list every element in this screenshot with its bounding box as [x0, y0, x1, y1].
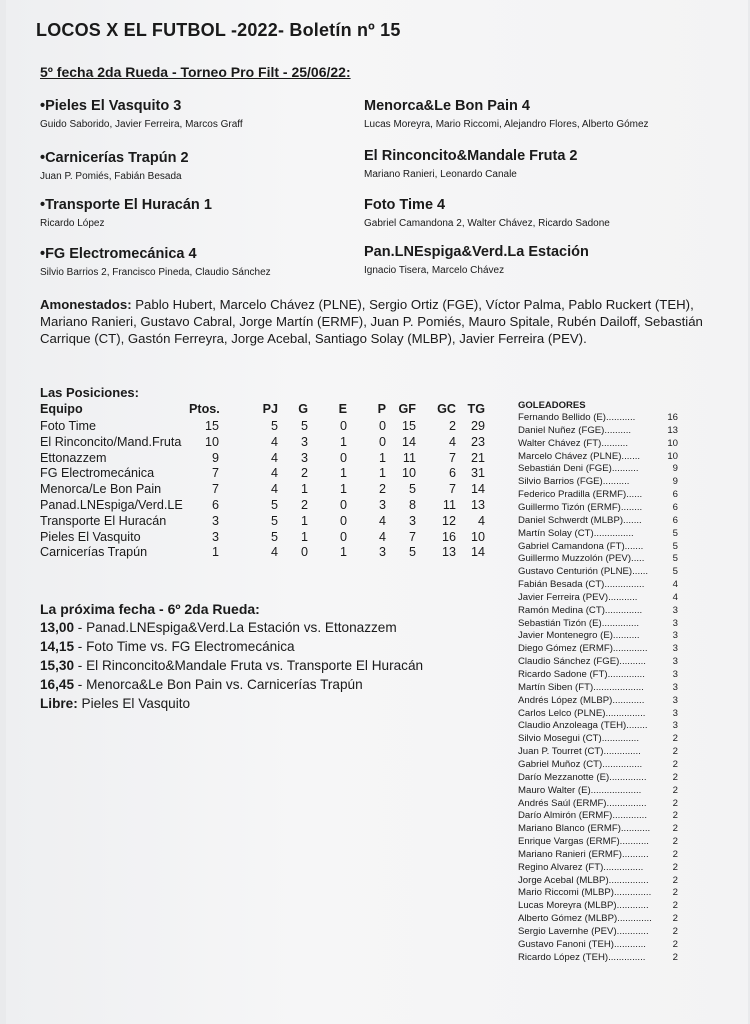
stat-cell: 14 [470, 482, 485, 497]
scorer-row [518, 681, 678, 693]
scorer-goals: 16 [667, 412, 678, 423]
scorer-goals: 4 [672, 579, 678, 591]
stat-cell: 8 [408, 498, 416, 512]
scorer-goals: 2 [672, 771, 678, 783]
scorer-name: Gustavo Centurión (PLNE)...... [518, 566, 649, 578]
scorer-name: Gustavo Fanoni (TEH)............ [518, 938, 646, 950]
cautioned-line: Sebastián Carrique (CT), Gastón Ferreyra, Jorge Acebal, Santiago Solay (MLBP), Javier Ferreira (PEV). [40, 314, 703, 346]
scorer-goals: 5 [672, 527, 678, 539]
header-cell: Ptos. [189, 402, 220, 416]
scorer-name: Andrés López (MLBP)............ [518, 694, 645, 706]
fixture-time: 16,45 [40, 677, 75, 692]
stat-cell: 5 [270, 513, 278, 528]
scorer-name: Lucas Moreyra (MLBP)............ [518, 900, 649, 912]
stat-cell: 1 [339, 434, 347, 449]
scorer-goals: 5 [672, 566, 678, 578]
scorer-goals: 2 [672, 848, 678, 860]
stat-cell: 15 [401, 419, 416, 433]
stat-cell: 5 [270, 529, 278, 544]
fixture-time: 15,30 [40, 658, 75, 673]
stat-cell: 0 [339, 529, 347, 544]
result-block [40, 246, 271, 278]
stat-cell: 2 [300, 498, 308, 512]
scorer-goals: 2 [672, 861, 678, 873]
scorer-name: Jorge Acebal (MLBP)............... [518, 874, 649, 886]
scorer-row [518, 566, 678, 578]
scorer-row [518, 579, 678, 591]
result-block [364, 197, 610, 229]
scorer-goals: 3 [672, 630, 678, 642]
scorer-row [518, 797, 678, 809]
scorer-row [518, 900, 678, 912]
scorer-name: Martín Siben (FT)................... [518, 681, 644, 693]
stat-cell: 7 [448, 482, 456, 497]
scorer-name: Mario Riccomi (MLBP).............. [518, 887, 652, 899]
stat-cell: 1 [339, 466, 347, 481]
next-round-title: La próxima fecha - 6º 2da Rueda: [40, 601, 260, 617]
stat-cell: 14 [401, 434, 416, 449]
team-name: Ettonazzem [40, 450, 107, 465]
scorer-row [518, 591, 678, 603]
cautioned-label: Amonestados: [40, 297, 132, 312]
stat-cell: 3 [211, 529, 219, 544]
scorer-row [518, 514, 678, 526]
fixture-item [40, 677, 363, 692]
result-block [364, 244, 589, 276]
team-name: Transporte El Huracán [40, 513, 167, 528]
scorer-name: Silvio Barrios (FGE).......... [518, 476, 630, 488]
scorer-name: Mariano Blanco (ERMF)........... [518, 823, 651, 835]
header-cell: E [338, 402, 347, 416]
scorer-name: Enrique Vargas (ERMF)........... [518, 836, 649, 848]
cautioned-players [40, 296, 720, 347]
scorer-goals: 6 [672, 489, 678, 501]
scorer-goals: 6 [672, 501, 678, 513]
stat-cell: 0 [339, 419, 347, 433]
scorer-goals: 5 [672, 553, 678, 565]
stat-cell: 0 [378, 419, 386, 433]
stat-cell: 29 [470, 419, 485, 433]
stat-cell: 21 [470, 450, 485, 465]
cautioned-line: (TEH), Mariano Ranieri, Gustavo Cabral, Jorge Martín (ERMF), Juan P. Pomiés, Mauro Spitale, Rubén Dailoff, [40, 297, 694, 329]
header-cell: G [298, 402, 308, 416]
standings-title: Las Posiciones: [40, 385, 139, 400]
scorer-goals: 3 [672, 681, 678, 693]
scorer-goals: 3 [672, 720, 678, 732]
scorer-goals: 3 [672, 669, 678, 680]
stat-cell: 2 [300, 466, 308, 481]
header-cell: TG [467, 402, 485, 416]
scorer-goals: 13 [667, 424, 678, 436]
result-scorers: Gabriel Camandona 2, Walter Chávez, Ricardo Sadone [364, 218, 610, 229]
scorer-row [518, 733, 678, 745]
team-name: El Rinconcito/Mand.Fruta [40, 434, 182, 449]
result-scorers: Ignacio Tisera, Marcelo Chávez [364, 265, 505, 276]
scorer-row [518, 836, 678, 848]
fixture-match: - Foto Time vs. FG Electromecánica [74, 639, 295, 654]
stat-cell: 13 [470, 498, 485, 512]
scorer-name: Alberto Gómez (MLBP)............. [518, 913, 652, 925]
scorer-name: Walter Chávez (FT).......... [518, 437, 628, 449]
stat-cell: 7 [211, 482, 219, 497]
stat-cell: 10 [470, 529, 485, 544]
scorer-goals: 10 [667, 450, 678, 462]
scorer-goals: 3 [672, 656, 678, 668]
stat-cell: 12 [441, 513, 456, 528]
stat-cell: 4 [378, 529, 386, 544]
scorer-row [518, 656, 678, 668]
team-name: Panad.LNEspiga/Verd.LE [40, 498, 183, 512]
scorer-name: Andrés Saúl (ERMF)............... [518, 797, 647, 809]
stat-cell: 0 [339, 498, 347, 512]
scorer-goals: 3 [672, 643, 678, 655]
result-block [40, 98, 243, 130]
result-team: El Rinconcito&Mandale Fruta 2 [364, 148, 578, 164]
scorer-name: Carlos Lelco (PLNE)............... [518, 707, 646, 719]
bulletin-sheet [6, 0, 748, 1024]
stat-cell: 13 [441, 545, 456, 560]
result-block [364, 148, 578, 180]
scorer-goals: 2 [672, 874, 678, 886]
stat-cell: 2 [378, 482, 386, 497]
stat-cell: 3 [300, 450, 308, 465]
scorer-name: Daniel Nuñez (FGE).......... [518, 424, 632, 436]
stat-cell: 7 [211, 466, 219, 481]
scorer-goals: 2 [672, 758, 678, 770]
scorer-name: Mauro Walter (E)................... [518, 784, 642, 796]
stat-cell: 3 [378, 498, 386, 512]
scorer-name: Fabián Besada (CT)............... [518, 579, 645, 591]
result-team: Foto Time 4 [364, 197, 446, 213]
result-block [40, 197, 212, 229]
scorer-row [518, 913, 678, 925]
stat-cell: 1 [300, 482, 308, 497]
scorer-row [518, 527, 678, 539]
stat-cell: 0 [300, 545, 308, 560]
stat-cell: 16 [441, 529, 456, 544]
scorer-row [518, 746, 678, 758]
scorer-goals: 2 [672, 797, 678, 809]
scorer-name: Sebastián Tizón (E).............. [518, 617, 640, 629]
scorer-name: Claudio Anzoleaga (TEH)........ [518, 720, 648, 732]
scorer-name: Javier Ferreira (PEV)........... [518, 591, 638, 603]
result-scorers: Mariano Ranieri, Leonardo Canale [364, 169, 517, 180]
stat-cell: 5 [270, 498, 278, 512]
scorer-goals: 2 [672, 951, 678, 963]
scorer-name: Marcelo Chávez (PLNE)....... [518, 450, 641, 462]
scorer-row [518, 874, 678, 886]
result-team: Pan.LNEspiga&Verd.La Estación [364, 244, 589, 260]
scorer-name: Ricardo López (TEH).............. [518, 951, 646, 963]
scorer-row [518, 707, 678, 719]
scorer-goals: 9 [672, 463, 678, 475]
stat-cell: 1 [300, 529, 308, 544]
team-name: Menorca/Le Bon Pain [40, 482, 162, 497]
stat-cell: 7 [448, 450, 456, 465]
scorer-row [518, 630, 678, 642]
scorer-row [518, 476, 678, 488]
scorer-goals: 2 [672, 913, 678, 925]
scorer-row [518, 810, 678, 822]
scorer-row [518, 784, 678, 796]
scorer-row [518, 771, 678, 783]
fixture-item [40, 696, 190, 711]
stat-cell: 3 [211, 513, 219, 528]
header-team: Equipo [40, 402, 83, 416]
stat-cell: 4 [378, 513, 386, 528]
stat-cell: 1 [378, 450, 386, 465]
team-name: Foto Time [40, 419, 96, 433]
scorer-row [518, 669, 678, 680]
result-team: Menorca&Le Bon Pain 4 [364, 98, 530, 114]
scorer-name: Sergio Lavernhe (PEV)............ [518, 926, 649, 937]
stat-cell: 3 [378, 545, 386, 560]
scorer-goals: 3 [672, 694, 678, 706]
stat-cell: 1 [211, 545, 219, 560]
stat-cell: 4 [477, 513, 485, 528]
scorer-row [518, 501, 678, 513]
stat-cell: 4 [270, 434, 278, 449]
scorer-row [518, 489, 678, 501]
stat-cell: 1 [378, 466, 386, 481]
scorer-goals: 2 [672, 926, 678, 937]
scorer-goals: 4 [672, 591, 678, 603]
stat-cell: 3 [408, 513, 416, 528]
scorer-row [518, 643, 678, 655]
stat-cell: 4 [270, 466, 278, 481]
result-team: •FG Electromecánica 4 [40, 246, 197, 262]
fixture-time: Libre: [40, 696, 78, 711]
scorer-goals: 2 [672, 784, 678, 796]
scorer-goals: 3 [672, 707, 678, 719]
scorer-row [518, 887, 678, 899]
scorer-row [518, 617, 678, 629]
stat-cell: 3 [300, 434, 308, 449]
result-scorers: Ricardo López [40, 218, 105, 229]
scorer-goals: 6 [672, 514, 678, 526]
header-cell: PJ [262, 402, 278, 416]
scorer-row [518, 424, 678, 436]
round-subtitle: 5º fecha 2da Rueda - Torneo Pro Filt - 25/06/22: [40, 64, 351, 80]
stat-cell: 10 [204, 434, 219, 449]
team-name: Pieles El Vasquito [40, 529, 141, 544]
scorer-name: Ramón Medina (CT).............. [518, 604, 643, 616]
scorer-goals: 3 [672, 617, 678, 629]
scorer-goals: 2 [672, 938, 678, 950]
scorer-row [518, 412, 678, 423]
scorer-name: Guillermo Muzzolón (PEV)..... [518, 553, 645, 565]
scorer-row [518, 823, 678, 835]
result-block [40, 150, 189, 182]
scorer-name: Gabriel Muñoz (CT)............... [518, 758, 643, 770]
scorer-name: Mariano Ranieri (ERMF).......... [518, 848, 649, 860]
stat-cell: 1 [339, 482, 347, 497]
scorer-name: Javier Montenegro (E).......... [518, 630, 640, 642]
result-block [364, 98, 649, 130]
scorer-goals: 10 [667, 437, 678, 449]
stat-cell: 31 [470, 466, 485, 481]
scorer-name: Claudio Sánchez (FGE).......... [518, 656, 646, 668]
header-cell: P [377, 402, 386, 416]
scorer-name: Gabriel Camandona (FT)....... [518, 540, 644, 552]
result-team: •Carnicerías Trapún 2 [40, 150, 189, 166]
stat-cell: 7 [408, 529, 416, 544]
stat-cell: 0 [339, 513, 347, 528]
scorer-name: Fernando Bellido (E)........... [518, 412, 636, 423]
scorer-row [518, 437, 678, 449]
scorer-goals: 2 [672, 887, 678, 899]
result-scorers: Guido Saborido, Javier Ferreira, Marcos Graff [40, 119, 243, 130]
scorer-goals: 2 [672, 836, 678, 848]
stat-cell: 5 [408, 482, 416, 497]
cautioned-line: Pablo Hubert, Marcelo Chávez (PLNE), Sergio Ortiz (FGE), Víctor Palma, Pablo Ruckert [135, 297, 652, 312]
result-team: •Pieles El Vasquito 3 [40, 98, 182, 114]
stat-cell: 2 [448, 419, 456, 433]
stat-cell: 23 [470, 434, 485, 449]
scorer-row [518, 553, 678, 565]
scorer-name: Martín Solay (CT)............... [518, 527, 634, 539]
scorer-name: Silvio Mosegui (CT).............. [518, 733, 640, 745]
bulletin-title: LOCOS X EL FUTBOL -2022- Boletín nº 15 [36, 20, 401, 40]
scorer-row [518, 848, 678, 860]
stat-cell: 5 [270, 419, 278, 433]
scorer-goals: 3 [672, 604, 678, 616]
stat-cell: 4 [270, 545, 278, 560]
scorer-name: Ricardo Sadone (FT).............. [518, 669, 645, 680]
stat-cell: 1 [300, 513, 308, 528]
stat-cell: 1 [339, 545, 347, 560]
result-scorers: Juan P. Pomiés, Fabián Besada [40, 171, 182, 182]
fixture-match: - El Rinconcito&Mandale Fruta vs. Transporte El Huracán [74, 658, 424, 673]
scorer-goals: 9 [672, 476, 678, 488]
result-team: •Transporte El Huracán 1 [40, 197, 212, 213]
scorer-name: Daniel Schwerdt (MLBP)....... [518, 514, 642, 526]
stat-cell: 14 [470, 545, 485, 560]
stat-cell: 4 [270, 482, 278, 497]
scorer-name: Guillermo Tizón (ERMF)........ [518, 501, 643, 513]
result-scorers: Lucas Moreyra, Mario Riccomi, Alejandro Flores, Alberto Gómez [364, 119, 649, 130]
stat-cell: 15 [204, 419, 219, 433]
team-name: Carnicerías Trapún [40, 545, 148, 560]
stat-cell: 6 [211, 498, 219, 512]
top-scorers-title: GOLEADORES [518, 400, 586, 411]
scorer-name: Sebastián Deni (FGE).......... [518, 463, 639, 475]
scorer-row [518, 861, 678, 873]
result-scorers: Silvio Barrios 2, Francisco Pineda, Claudio Sánchez [40, 267, 271, 278]
stat-cell: 11 [402, 450, 416, 465]
scorer-row [518, 938, 678, 950]
scorer-row [518, 926, 678, 937]
fixture-time: 14,15 [40, 639, 75, 654]
scorer-goals: 2 [672, 823, 678, 835]
scorer-row [518, 720, 678, 732]
scorer-row [518, 951, 678, 963]
stat-cell: 4 [270, 450, 278, 465]
scorer-name: Darío Almirón (ERMF)............. [518, 810, 647, 822]
scorer-goals: 5 [672, 540, 678, 552]
fixture-item [40, 639, 295, 654]
scorer-row [518, 694, 678, 706]
scorer-goals: 2 [672, 733, 678, 745]
stat-cell: 10 [401, 466, 416, 481]
stat-cell: 9 [211, 450, 219, 465]
stat-cell: 6 [448, 466, 456, 481]
stat-cell: 0 [339, 450, 347, 465]
stat-cell: 5 [300, 419, 308, 433]
fixture-match: - Menorca&Le Bon Pain vs. Carnicerías Trapún [74, 677, 363, 692]
scorer-row [518, 450, 678, 462]
header-cell: GC [437, 402, 456, 416]
fixture-match: - Panad.LNEspiga&Verd.La Estación vs. Ettonazzem [74, 620, 397, 635]
scorer-goals: 2 [672, 746, 678, 758]
scorer-name: Juan P. Tourret (CT).............. [518, 746, 641, 758]
scorer-name: Darío Mezzanotte (E).............. [518, 771, 647, 783]
stat-cell: 11 [442, 498, 456, 512]
scorer-row [518, 463, 678, 475]
stat-cell: 4 [448, 434, 456, 449]
scorer-row [518, 758, 678, 770]
team-name: FG Electromecánica [40, 466, 155, 481]
scorer-goals: 2 [672, 810, 678, 822]
scorer-name: Diego Gómez (ERMF)............. [518, 643, 648, 655]
scorer-name: Regino Alvarez (FT)............... [518, 861, 644, 873]
fixture-item [40, 620, 397, 635]
fixture-match: Pieles El Vasquito [77, 696, 191, 711]
stat-cell: 0 [378, 434, 386, 449]
scorer-name: Federico Pradilla (ERMF)...... [518, 489, 643, 501]
header-cell: GF [398, 402, 416, 416]
scorer-goals: 2 [672, 900, 678, 912]
stat-cell: 5 [408, 545, 416, 560]
scorer-row [518, 540, 678, 552]
scorer-row [518, 604, 678, 616]
fixture-item [40, 658, 423, 673]
fixture-time: 13,00 [40, 620, 75, 635]
